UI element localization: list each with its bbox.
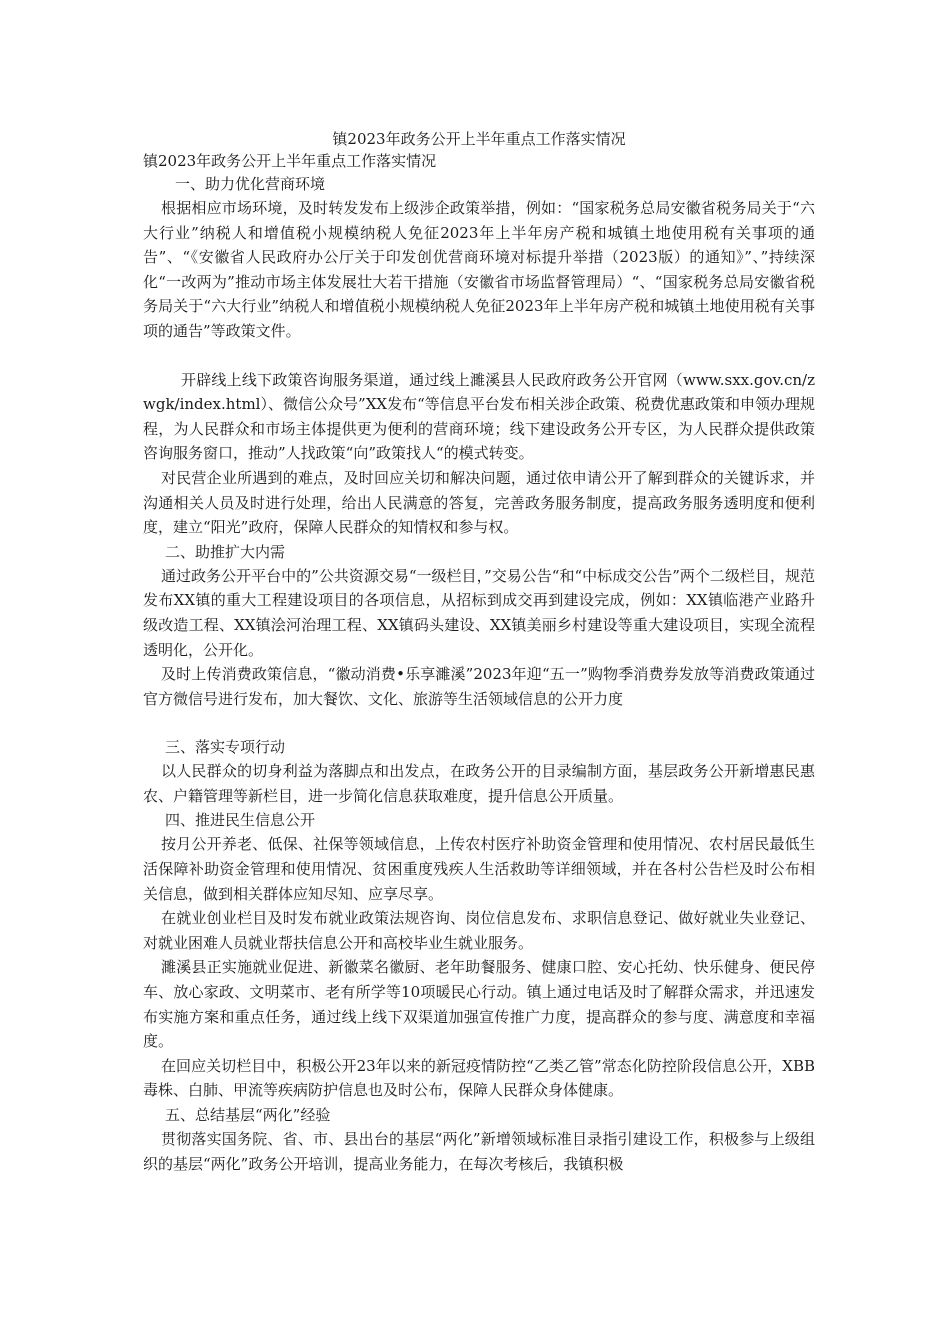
section-heading-3: 三、落实专项行动 (165, 738, 286, 757)
paragraph: 濉溪县正实施就业促进、新徽菜名徽厨、老年助餐服务、健康口腔、安心托幼、快乐健身、便民停车、放心家政、文明菜市、老有所学等10项暖民心行动。镇上通过电话及时了解群众需求，并迅速发布实施方案和重点任务，通过线上线下双渠道加强宣传推广力度，提高群众的参与度、满意度和幸福度。 (143, 958, 815, 1051)
section-heading-1: 一、助力优化营商环境 (175, 175, 326, 193)
document-subtitle: 镇2023年政务公开上半年重点工作落实情况 (143, 152, 437, 170)
paragraph: 在回应关切栏目中，积极公开23年以来的新冠疫情防控“乙类乙管”常态化防控阶段信息公开，XBB毒株、白肺、甲流等疾病防护信息也及时公布，保障人民群众身体健康。 (143, 1056, 815, 1100)
paragraph: 在就业创业栏目及时发布就业政策法规咨询、岗位信息发布、求职信息登记、做好就业失业登记、对就业困难人员就业帮扶信息公开和高校毕业生就业服务。 (143, 909, 815, 952)
paragraph: 贯彻落实国务院、省、市、县出台的基层“两化”新增领域标准目录指引建设工作，积极参与上级组织的基层“两化”政务公开培训，提高业务能力，在每次考核后，我镇积极 (143, 1130, 815, 1173)
paragraph: 根据相应市场环境，及时转发发布上级涉企政策举措，例如：“国家税务总局安徽省税务局关于“六大行业”纳税人和增值税小规模纳税人免征2023年上半年房产税和城镇土地使用税有关事项的通告”、“《安徽省人民政府办公厅关于印发创优营商环境对标提升举措（2023版）的通知》”、”持续深化“一改两为”推动市场主体发展壮大若干措施（安徽省市场监督管理局）“、“国家税务总局安徽省税务局关于“六大行业”纳税人和增值税小规模纳税人免征2023年上半年房产税和城镇土地使用税有关事项的通告”等政策文件。 (143, 199, 815, 340)
paragraph: 按月公开养老、低保、社保等领域信息，上传农村医疗补助资金管理和使用情况、农村居民最低生活保障补助资金管理和使用情况、贫困重度残疾人生活救助等详细领域，并在各村公告栏及时公布相关信息，做到相关群体应知尽知、应享尽享。 (143, 835, 815, 903)
blank-line (143, 711, 815, 735)
paragraph: 对民营企业所遇到的难点，及时回应关切和解决问题，通过依申请公开了解到群众的关键诉求，并沟通相关人员及时进行处理，给出人民满意的答复，完善政务服务制度，提高政务服务透明度和便利度，建立“阳光”政府，保障人民群众的知情权和参与权。 (143, 468, 815, 537)
paragraph: 通过政务公开平台中的”公共资源交易“一级栏目，”交易公告“和“中标成交公告”两个二级栏目，规范发布XX镇的重大工程建设项目的各项信息，从招标到成交再到建设完成，例如：XX镇临港产业路升级改造工程、XX镇浍河治理工程、XX镇码头建设、XX镇美丽乡村建设等重大建设项目，实现全流程透明化，公开化。 (143, 566, 815, 659)
paragraph: 以人民群众的切身利益为落脚点和出发点，在政务公开的目录编制方面，基层政务公开新增惠民惠农、户籍管理等新栏目，进一步简化信息获取难度，提升信息公开质量。 (143, 762, 815, 805)
section-heading-4: 四、推进民生信息公开 (165, 811, 316, 830)
paragraph: 及时上传消费政策信息，“徽动消费•乐享濉溪”2023年迎“五一”购物季消费券发放等消费政策通过官方微信号进行发布，加大餐饮、文化、旅游等生活领域信息的公开力度 (143, 665, 815, 708)
paragraph: 开辟线上线下政策咨询服务渠道，通过线上濉溪县人民政府政务公开官网（www.sxx.gov.cn/zwgk/index.html）、微信公众号”XX发布“等信息平台发布相关涉企政策、税费优惠政策和申领办理规程，为人民群众和市场主体提供更为便利的营商环境；线下建设政务公开专区，为人民群众提供政策咨询服务窗口，推动”人找政策“向”政策找人“的模式转变。 (143, 370, 815, 463)
section-heading-2: 二、助推扩大内需 (165, 542, 286, 561)
document-title: 镇2023年政务公开上半年重点工作落实情况 (332, 130, 626, 148)
blank-line (143, 344, 815, 368)
section-heading-5: 五、总结基层“两化”经验 (165, 1106, 331, 1124)
document-page (143, 128, 815, 1176)
